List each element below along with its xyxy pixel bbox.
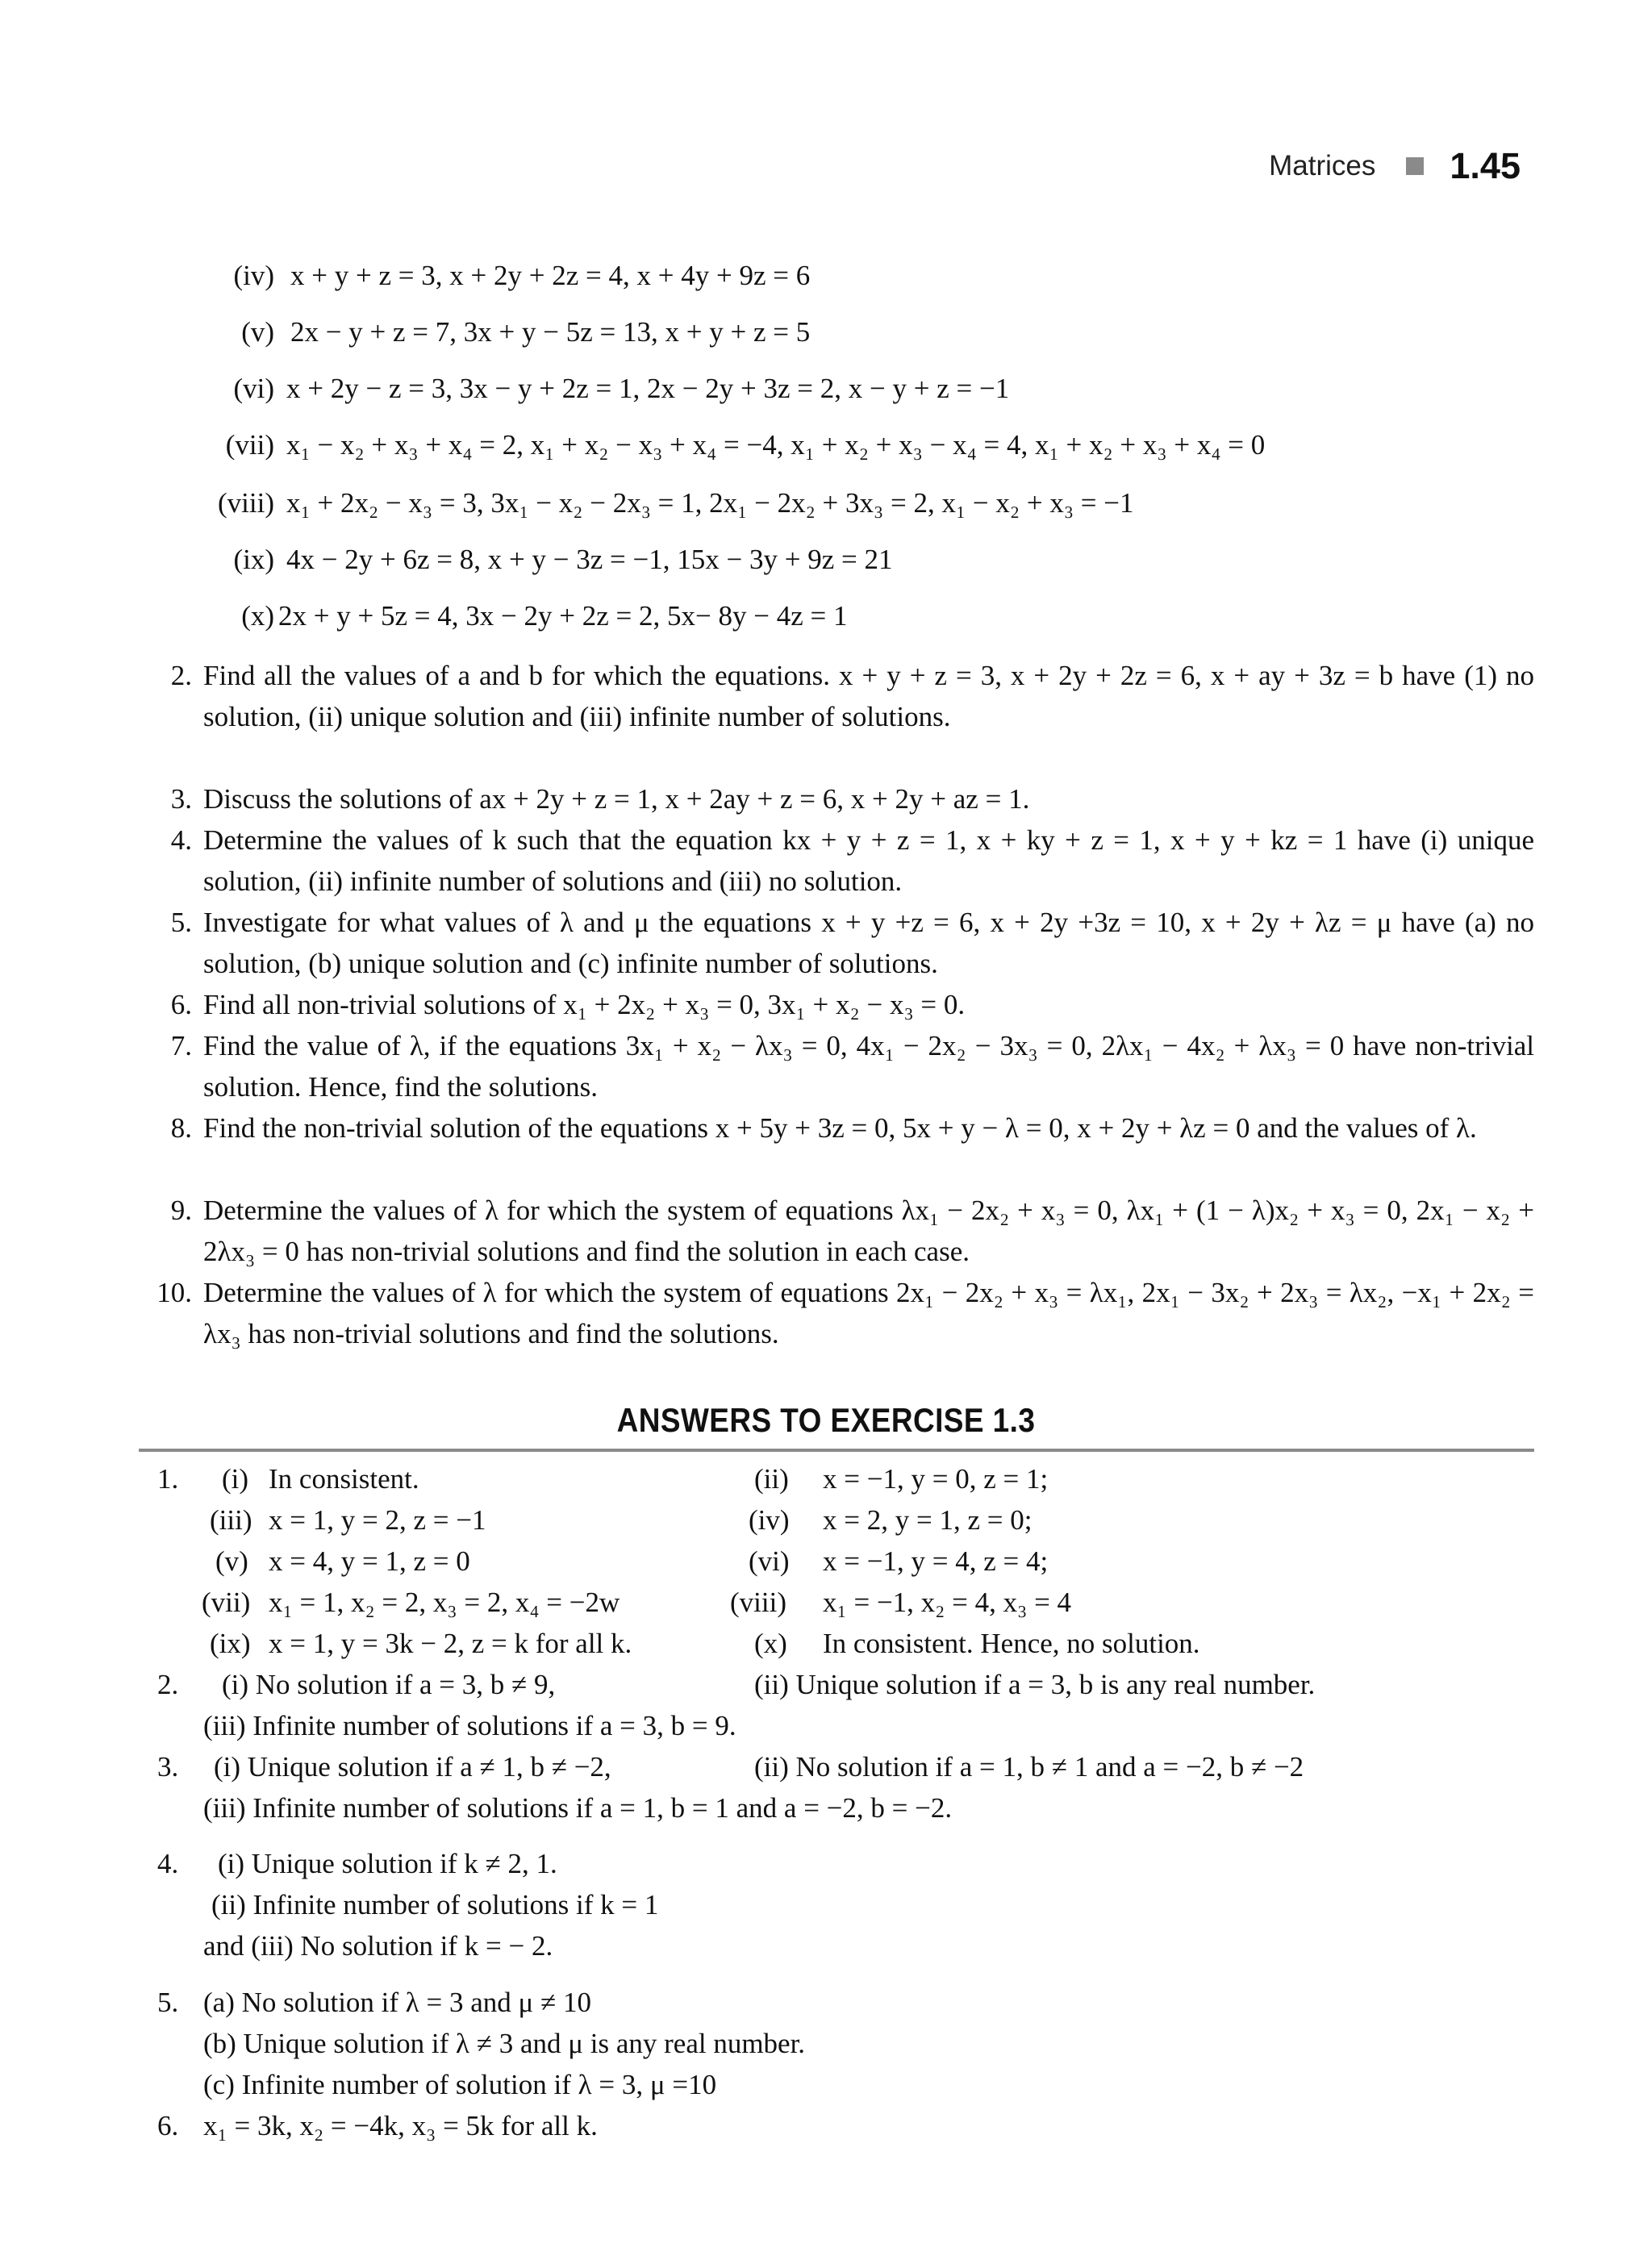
system-label: (ix): [233, 544, 274, 575]
answer-text: and (iii) No solution if k = − 2.: [203, 1930, 553, 1962]
question-number: 7.: [170, 1030, 192, 1061]
running-header: [1269, 145, 1521, 187]
answer-text: x = 1, y = 3k − 2, z = k for all k.: [269, 1628, 632, 1659]
answer-label: (ii): [754, 1463, 789, 1495]
answer-number: 4.: [157, 1848, 179, 1879]
system-label: (v): [241, 316, 274, 348]
question-text: Find all non-trivial solutions of x₁ + 2x₂ + x₃ = 0, 3x₁ + x₂ − x₃ = 0.: [203, 989, 966, 1020]
answer-label: (iii): [210, 1504, 252, 1536]
answer-number: 5.: [157, 1987, 179, 2018]
system-equations: 4x − 2y + 6z = 8, x + y − 3z = −1, 15x − 3y + 9z = 21: [286, 544, 893, 575]
question-text: Find all the values of a and b for which the equations. x + y + z = 3, x + 2y + 2z = 6, x + ay + 3z = b have (1) no solution, (ii) unique solution and (iii) infinite number of solutions.: [203, 660, 1534, 732]
question-number: 9.: [170, 1195, 192, 1226]
answer-label: (vi): [749, 1545, 790, 1577]
system-equations: 2x + y + 5z = 4, 3x − 2y + 2z = 2, 5x− 8y − 4z = 1: [278, 600, 848, 632]
question-text: Investigate for what values of λ and μ the equations x + y +z = 6, x + 2y +3z = 10, x + 2y + λz = μ have (a) no solution, (b) unique solution and (c) infinite number of solutions.: [203, 907, 1534, 979]
answer-label: (vii): [202, 1587, 251, 1618]
answer-text: (i) No solution if a = 3, b ≠ 9,: [222, 1669, 556, 1700]
question-text: Determine the values of λ for which the system of equations λx₁ − 2x₂ + x₃ = 0, λx₁ + (1 − λ)x₂ + x₃ = 0, 2x₁ − x₂ + 2λx₃ = 0 has non-trivial solutions and find the solution in each case.: [203, 1195, 1534, 1267]
question-text: Determine the values of λ for which the system of equations 2x₁ − 2x₂ + x₃ = λx₁, 2x₁ − 3x₂ + 2x₃ = λx₂, −x₁ + 2x₂ = λx₃ has non-trivial solutions and find the solutions.: [203, 1277, 1534, 1349]
answer-label: (i): [222, 1463, 249, 1495]
system-label: (viii): [218, 487, 274, 519]
system-equations: x₁ − x₂ + x₃ + x₄ = 2, x₁ + x₂ − x₃ + x₄ = −4, x₁ + x₂ + x₃ − x₄ = 4, x₁ + x₂ + x₃ + x₄ = 0: [286, 429, 1266, 461]
system-equations: x + 2y − z = 3, 3x − y + 2z = 1, 2x − 2y + 3z = 2, x − y + z = −1: [286, 373, 1010, 404]
heading-divider: [139, 1449, 1534, 1452]
answer-label: (ix): [210, 1628, 251, 1659]
answer-text: x₁ = 1, x₂ = 2, x₃ = 2, x₄ = −2w: [269, 1587, 620, 1618]
answer-number: 6.: [157, 2110, 179, 2141]
section-title: Matrices: [1269, 150, 1376, 181]
question-number: 4.: [170, 824, 192, 856]
question-number: 5.: [170, 907, 192, 938]
page-number: 1.45: [1450, 145, 1521, 186]
answer-text: (b) Unique solution if λ ≠ 3 and μ is any real number.: [203, 2028, 806, 2059]
system-label: (vii): [225, 429, 274, 461]
answer-number: 1.: [157, 1463, 179, 1495]
answer-text: (ii) Infinite number of solutions if k = 1: [211, 1889, 659, 1920]
answer-text: (iii) Infinite number of solutions if a = 1, b = 1 and a = −2, b = −2.: [203, 1792, 953, 1824]
answer-label: (iv): [749, 1504, 790, 1536]
answer-text: x = −1, y = 0, z = 1;: [823, 1463, 1049, 1495]
answer-text: (iii) Infinite number of solutions if a = 3, b = 9.: [203, 1710, 736, 1741]
answer-text: x = 4, y = 1, z = 0: [269, 1545, 470, 1577]
system-label: (vi): [233, 373, 274, 404]
question-number: 6.: [170, 989, 192, 1020]
answer-label: (x): [754, 1628, 787, 1659]
question-number: 3.: [170, 783, 192, 815]
answer-text: x = −1, y = 4, z = 4;: [823, 1545, 1049, 1577]
answer-label: (viii): [730, 1587, 786, 1618]
system-label: (x): [241, 600, 274, 632]
square-bullet-icon: [1406, 157, 1424, 175]
question-text: Discuss the solutions of ax + 2y + z = 1, x + 2ay + z = 6, x + 2y + az = 1.: [203, 783, 1030, 815]
answer-text: (c) Infinite number of solution if λ = 3, μ =10: [203, 2069, 717, 2100]
answer-text: x₁ = −1, x₂ = 4, x₃ = 4: [823, 1587, 1072, 1618]
answer-text: x₁ = 3k, x₂ = −4k, x₃ = 5k for all k.: [203, 2110, 598, 2141]
system-equations: x₁ + 2x₂ − x₃ = 3, 3x₁ − x₂ − 2x₃ = 1, 2x₁ − 2x₂ + 3x₃ = 2, x₁ − x₂ + x₃ = −1: [286, 487, 1134, 519]
answer-text: (ii) Unique solution if a = 3, b is any real number.: [754, 1669, 1316, 1700]
answer-text: x = 1, y = 2, z = −1: [269, 1504, 486, 1536]
answers-heading: ANSWERS TO EXERCISE 1.3: [616, 1401, 1036, 1439]
answer-number: 2.: [157, 1669, 179, 1700]
question-number: 2.: [170, 660, 192, 691]
answer-text: In consistent.: [269, 1463, 419, 1495]
system-equations: 2x − y + z = 7, 3x + y − 5z = 13, x + y + z = 5: [290, 316, 811, 348]
question-text: Determine the values of k such that the equation kx + y + z = 1, x + ky + z = 1, x + y + kz = 1 have (i) unique solution, (ii) infinite number of solutions and (iii) no solution.: [203, 824, 1534, 897]
answer-label: (v): [215, 1545, 248, 1577]
question-text: Find the value of λ, if the equations 3x₁ + x₂ − λx₃ = 0, 4x₁ − 2x₂ − 3x₃ = 0, 2λx₁ − 4x₂ + λx₃ = 0 have non-trivial solution. Hence, find the solutions.: [203, 1030, 1534, 1103]
answer-text: x = 2, y = 1, z = 0;: [823, 1504, 1032, 1536]
system-label: (iv): [233, 260, 274, 291]
answer-text: (a) No solution if λ = 3 and μ ≠ 10: [203, 1987, 592, 2018]
answer-number: 3.: [157, 1751, 179, 1783]
question-number: 8.: [170, 1112, 192, 1144]
question-number: 10.: [156, 1277, 192, 1308]
answer-text: (ii) No solution if a = 1, b ≠ 1 and a = −2, b ≠ −2: [754, 1751, 1304, 1783]
system-equations: x + y + z = 3, x + 2y + 2z = 4, x + 4y + 9z = 6: [290, 260, 811, 291]
answer-text: In consistent. Hence, no solution.: [823, 1628, 1200, 1659]
question-text: Find the non-trivial solution of the equations x + 5y + 3z = 0, 5x + y − λ = 0, x + 2y + λz = 0 and the values of λ.: [203, 1112, 1477, 1144]
answer-text: (i) Unique solution if k ≠ 2, 1.: [218, 1848, 557, 1879]
answer-text: (i) Unique solution if a ≠ 1, b ≠ −2,: [214, 1751, 611, 1783]
